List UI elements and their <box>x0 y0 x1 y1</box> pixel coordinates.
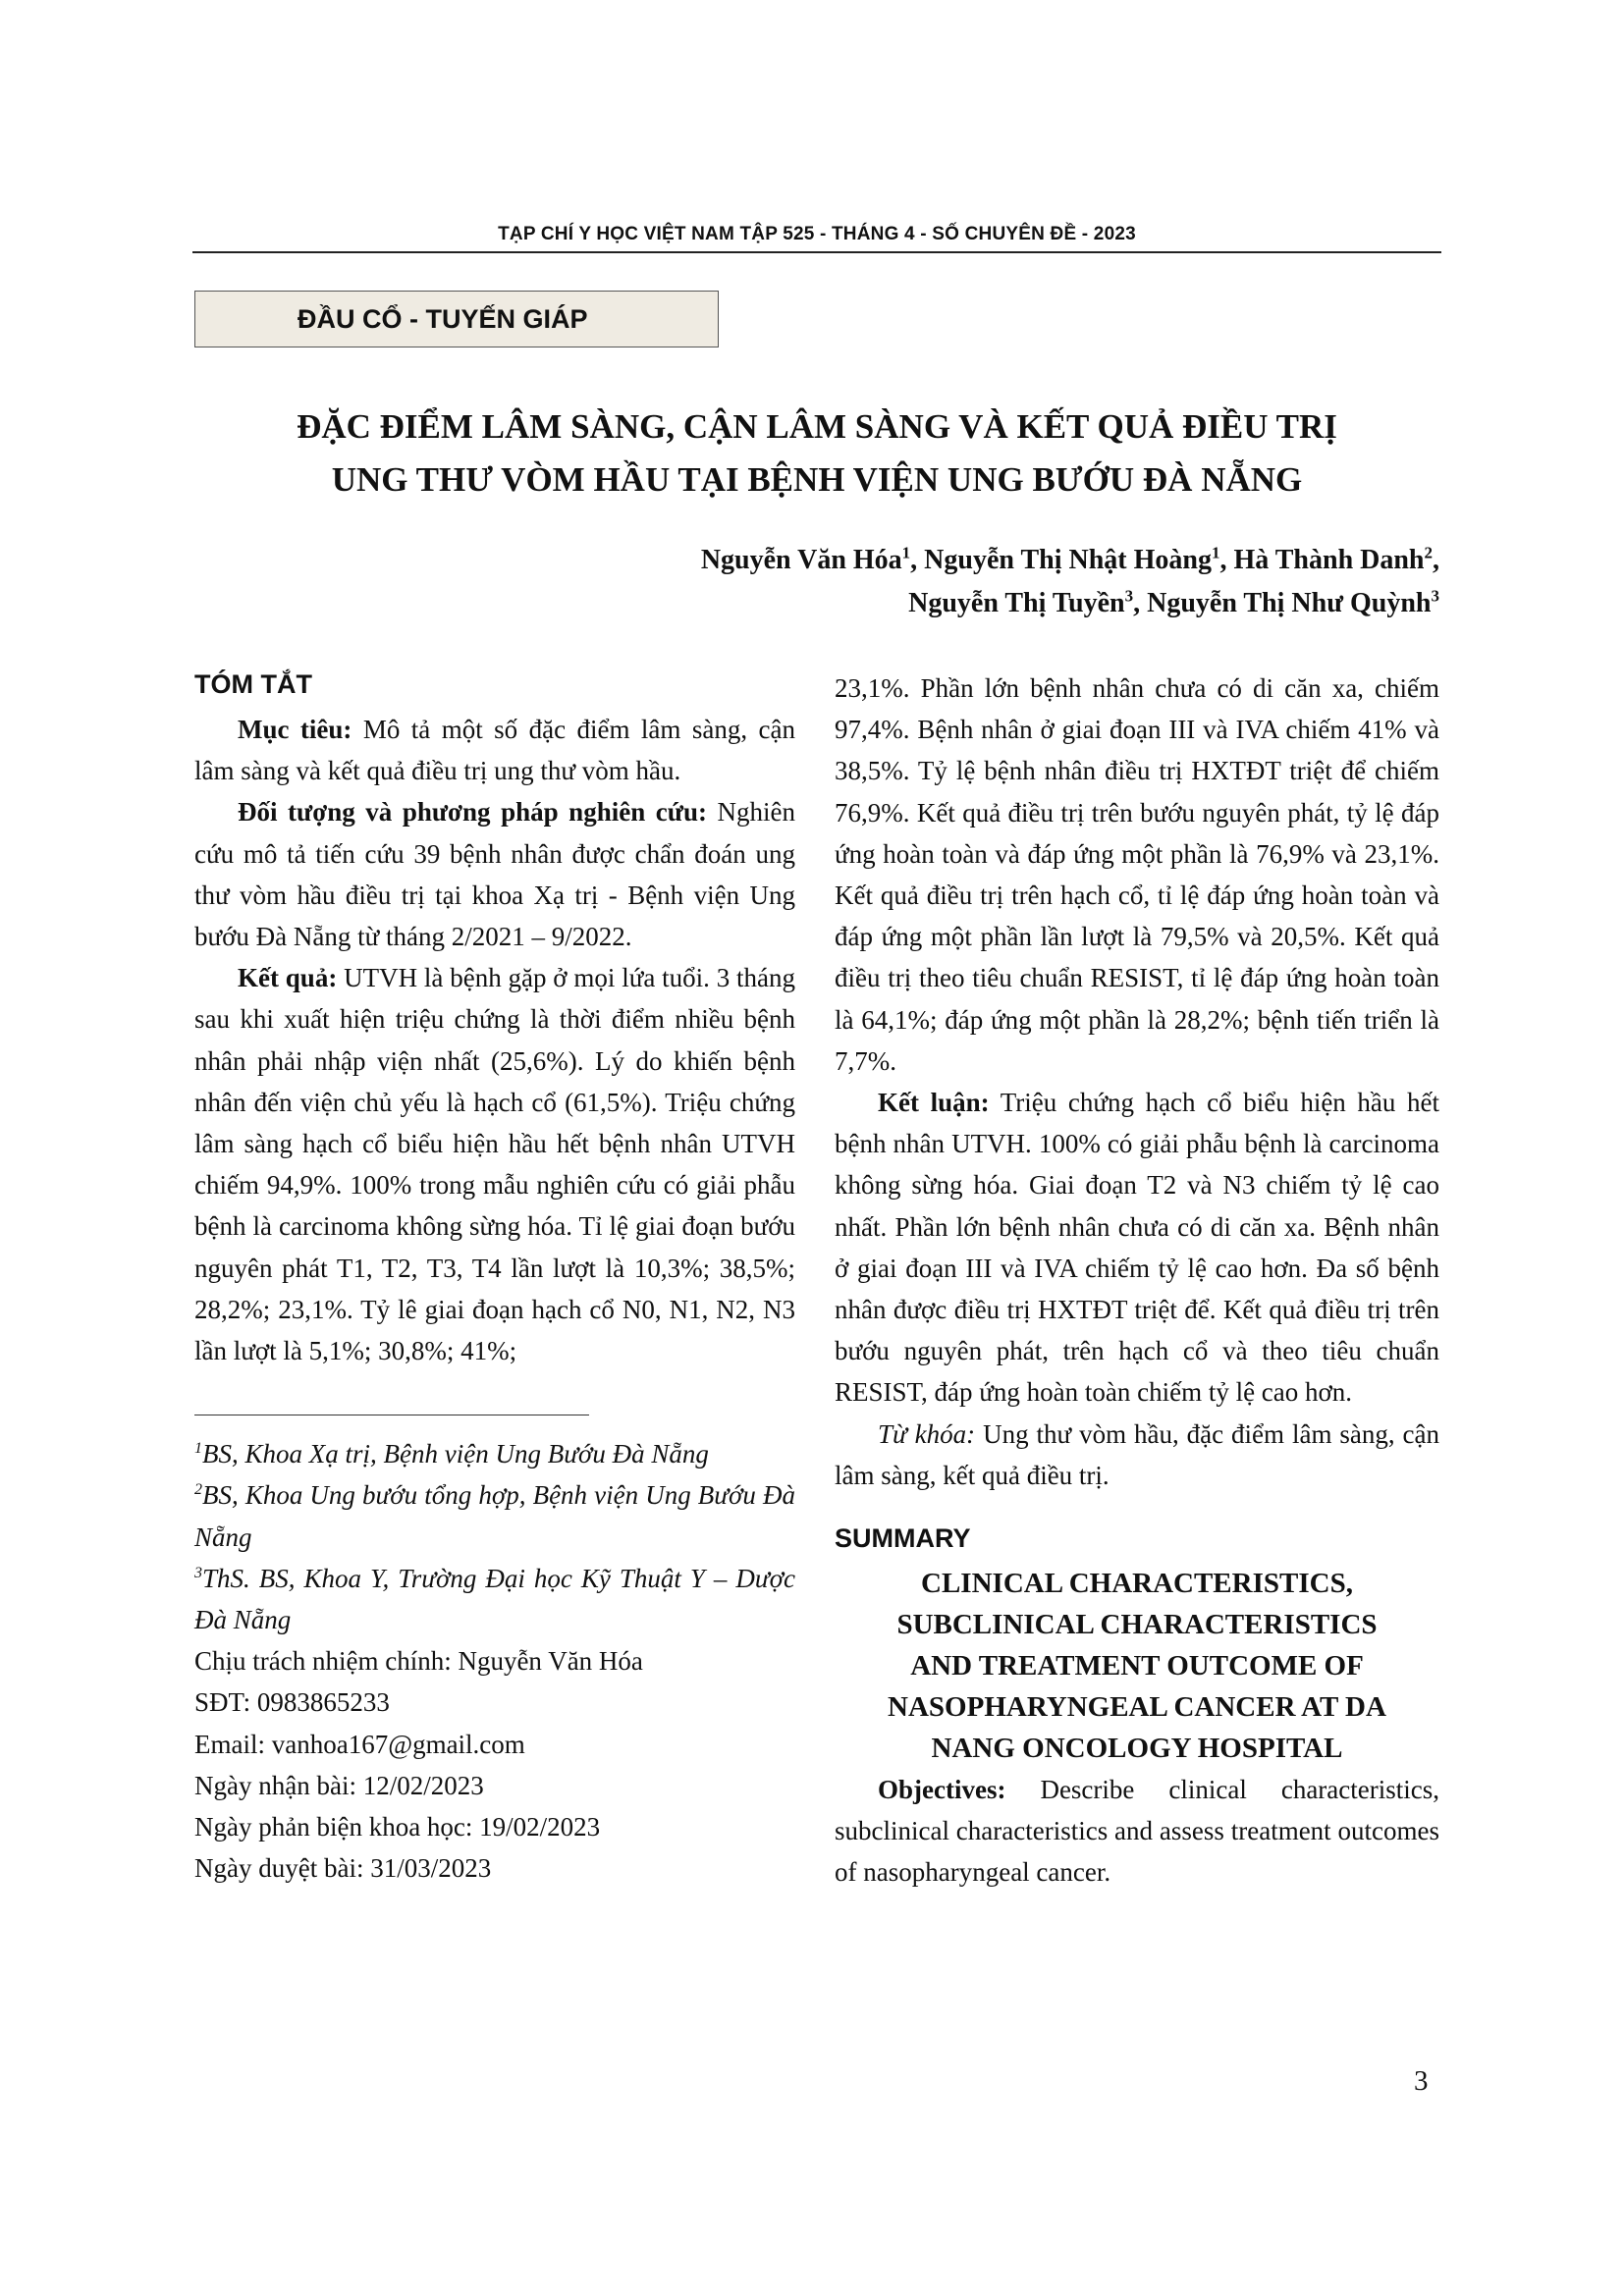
summary-objectives <box>835 1769 1439 1894</box>
footnote-reviewed: Ngày phản biện khoa học: 19/02/2023 <box>194 1812 601 1842</box>
abstract-methods <box>194 791 795 957</box>
abstract-results <box>194 957 795 1371</box>
author-affiliation-mark: 3 <box>1431 586 1439 606</box>
conclusion-text: Triệu chứng hạch cổ biểu hiện hầu hết bệnh nhân UTVH. 100% có giải phẫu bệnh là carcinoma không sừng hóa. Giai đoạn T2 và N3 chiếm tỷ lệ cao nhất. Phần lớn bệnh nhân chưa có di căn xa. Bệnh nhân ở giai đoạn III và IVA chiếm tỷ lệ cao hơn. Đa số bệnh nhân được điều trị HXTĐT triệt để. Kết quả điều trị trên bướu nguyên phát, trên hạch cổ và theo tiêu chuẩn RESIST, đáp ứng hoàn toàn chiếm tỷ lệ cao hơn. <box>835 1088 1439 1408</box>
abstract-results-continued: 23,1%. Phần lớn bệnh nhân chưa có di căn xa, chiếm 97,4%. Bệnh nhân ở giai đoạn III và IVA chiếm 41% và 38,5%. Tỷ lệ bệnh nhân điều trị HXTĐT triệt để chiếm 76,9%. Kết quả điều trị trên bướu nguyên phát, tỷ lệ đáp ứng hoàn toàn và đáp ứng một phần là 76,9% và 23,1%. Kết quả điều trị trên hạch cổ, tỉ lệ đáp ứng hoàn toàn và đáp ứng một phần lần lượt là 79,5% và 20,5%. Kết quả điều trị theo tiêu chuẩn RESIST, tỉ lệ đáp ứng hoàn toàn là 64,1%; đáp ứng một phần là 28,2%; bệnh tiến triển là 7,7%. <box>835 673 1439 1076</box>
author-affiliation-mark: 2 <box>1424 543 1433 562</box>
authors-line-2: Nguyễn Thị Tuyền$^3$, Nguyễn Thị Như Quỳnh$^3$ <box>908 586 1439 618</box>
objectives-text: Describe clinical characteristics, subclinical characteristics and assess treatment outcomes of nasopharyngeal cancer. <box>835 1775 1439 1888</box>
left-column <box>194 664 795 1889</box>
results-label: Kết quả: <box>238 963 338 993</box>
methods-text: Nghiên cứu mô tả tiến cứu 39 bệnh nhân được chẩn đoán ung thư vòm hầu điều trị tại khoa Xạ trị - Bệnh viện Ung bướu Đà Nẵng từ tháng 2/2021 – 9/2022. <box>194 797 796 952</box>
methods-label: Đối tượng và phương pháp nghiên cứu: <box>238 797 707 828</box>
results-text: UTVH là bệnh gặp ở mọi lứa tuổi. 3 tháng sau khi xuất hiện triệu chứng là thời điểm nhiều bệnh nhân phải nhập viện nhất (25,6%). Lý do khiến bệnh nhân đến viện chủ yếu là hạch cổ (61,5%). Triệu chứng lâm sàng hạch cổ biểu hiện hầu hết bệnh nhân UTVH chiếm 94,9%. 100% trong mẫu nghiên cứu có giải phẫu bệnh là carcinoma không sừng hóa. Tỉ lệ giai đoạn bướu nguyên phát T1, T2, T3, T4 lần lượt là 10,3%; 38,5%; 28,2%; 23,1%. Tỷ lê giai đoạn hạch cổ N0, N1, N2, N3 lần lượt là 5,1%; 30,8%; 41%; <box>194 963 795 1366</box>
author-name: Hà Thành Danh <box>1233 545 1425 575</box>
objectives-label: Objectives: <box>878 1775 1006 1805</box>
title-line-2: UNG THƯ VÒM HẦU TẠI BỆNH VIỆN UNG BƯỚU ĐÀ NẴNG <box>331 460 1303 499</box>
journal-header: TẠP CHÍ Y HỌC VIỆT NAM TẬP 525 - THÁNG 4 - SỐ CHUYÊN ĐỀ - 2023 <box>498 224 1136 244</box>
english-title-line: CLINICAL CHARACTERISTICS, <box>921 1568 1353 1600</box>
abstract-conclusion <box>835 1082 1439 1414</box>
keywords-label: Từ khóa: <box>878 1418 976 1449</box>
section-label: ĐẦU CỔ - TUYẾN GIÁP <box>194 291 719 347</box>
english-title-line: SUBCLINICAL CHARACTERISTICS <box>896 1609 1378 1641</box>
footnote-text: BS, Khoa Ung bướu tổng hợp, Bệnh viện Ung Bướu Đà Nẵng <box>194 1480 795 1552</box>
authors-line-1: Nguyễn Văn Hóa$^1$, Nguyễn Thị Nhật Hoàng$^1$, Hà Thành Danh$^2$, <box>700 543 1439 575</box>
conclusion-label: Kết luận: <box>878 1088 990 1118</box>
header-rule <box>192 251 1441 253</box>
author-name: Nguyễn Văn Hóa <box>700 545 902 575</box>
footnote-text: ThS. BS, Khoa Y, Trường Đại học Kỹ Thuật Y – Dược Đà Nẵng <box>194 1563 795 1635</box>
footnote-email: Email: vanhoa167@gmail.com <box>194 1729 525 1759</box>
footnote-responsible: Chịu trách nhiệm chính: Nguyễn Văn Hóa <box>194 1646 643 1677</box>
abstract-keywords <box>835 1414 1439 1496</box>
author-name: Nguyễn Thị Tuyền <box>908 588 1125 618</box>
authors <box>701 539 1439 625</box>
footnote-mark: 1 <box>194 1440 202 1458</box>
keywords-text: Ung thư vòm hầu, đặc điểm lâm sàng, cận lâm sàng, kết quả điều trị. <box>835 1418 1440 1490</box>
footnote-mark: 3 <box>194 1564 202 1581</box>
title-line-1: ĐẶC ĐIỂM LÂM SÀNG, CẬN LÂM SÀNG VÀ KẾT QUẢ ĐIỀU TRỊ <box>297 407 1337 446</box>
english-title-line: NASOPHARYNGEAL CANCER AT DA <box>888 1691 1386 1724</box>
footnote-phone: SĐT: 0983865233 <box>194 1687 390 1718</box>
abstract-objective <box>194 709 795 791</box>
footnote-affiliation-2 <box>194 1474 795 1557</box>
objective-text: Mô tả một số đặc điểm lâm sàng, cận lâm sàng và kết quả điều trị ung thư vòm hầu. <box>194 715 795 786</box>
footnote-affiliation-3 <box>194 1558 795 1640</box>
footnote-text: BS, Khoa Xạ trị, Bệnh viện Ung Bướu Đà Nẵng <box>202 1439 709 1469</box>
footnote-approved: Ngày duyệt bài: 31/03/2023 <box>194 1853 492 1884</box>
author-name: Nguyễn Thị Nhật Hoàng <box>924 545 1212 575</box>
author-affiliation-mark: 1 <box>1211 543 1220 562</box>
english-title-line: NANG ONCOLOGY HOSPITAL <box>931 1733 1343 1765</box>
english-title-line: AND TREATMENT OUTCOME OF <box>910 1650 1364 1682</box>
author-name: Nguyễn Thị Như Quỳnh <box>1147 588 1432 618</box>
author-affiliation-mark: 3 <box>1124 586 1134 606</box>
abstract-heading: TÓM TẮT <box>194 669 312 699</box>
right-column <box>835 667 1439 1894</box>
author-affiliation-mark: 1 <box>901 543 911 562</box>
page-number: 3 <box>1414 2065 1429 2097</box>
article-title <box>192 400 1441 507</box>
objective-label: Mục tiêu: <box>238 715 352 744</box>
footnote-received: Ngày nhận bài: 12/02/2023 <box>194 1770 484 1800</box>
footnote-mark: 2 <box>194 1481 202 1499</box>
summary-heading: SUMMARY <box>835 1523 971 1554</box>
english-title <box>835 1563 1439 1769</box>
footnote-affiliation-1 <box>194 1433 795 1474</box>
